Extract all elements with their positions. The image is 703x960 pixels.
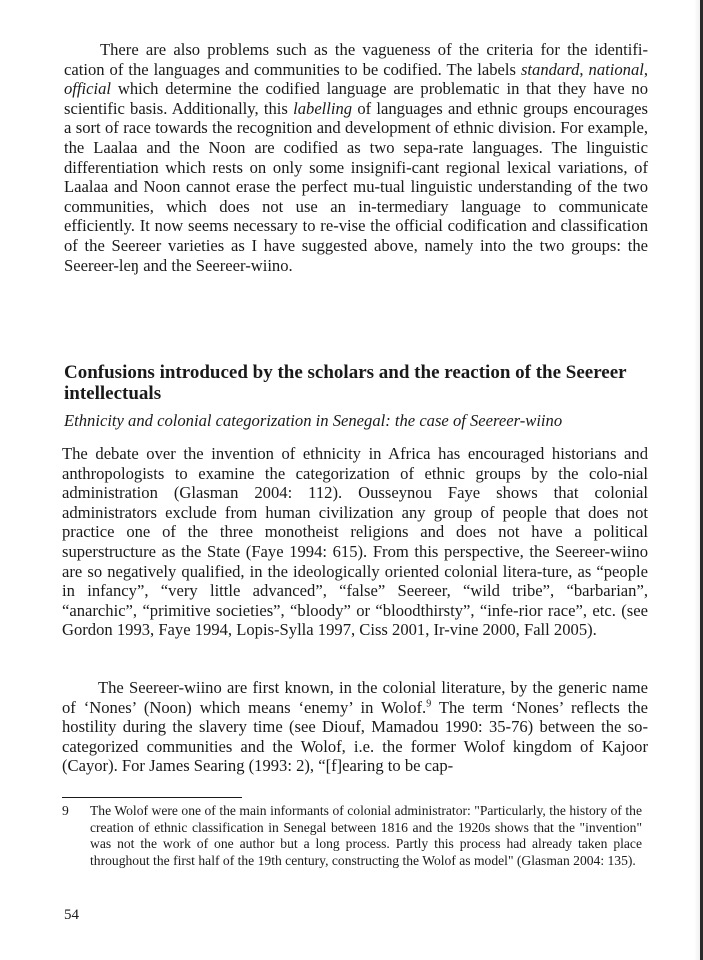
footnote-number: 9 bbox=[62, 803, 69, 818]
italic-term-labelling: labelling bbox=[293, 98, 353, 118]
footnote bbox=[62, 803, 642, 869]
section-heading: Confusions introduced by the scholars and the reaction of the Seereer intellectuals bbox=[64, 362, 627, 404]
text-segment: The Seereer-wiino are first known, in the colonial literature, by the generic name of ‘Nones’ (Noon) which means ‘enemy’ in Wolof. bbox=[62, 678, 648, 717]
italic-term-standard: standard bbox=[520, 59, 580, 79]
footnote-divider bbox=[62, 797, 242, 798]
text-segment: of languages and ethnic groups encourages a sort of race towards the recognition and development of ethnic division. For example, the Laalaa and the Noon are codified as two sepa-rate languages. The linguistic differentiation which rests on only some insignifi-cant regional lexical variations, of Laalaa and Noon cannot erase the perfect mu-tual linguistic understanding of the two communities, which does not use an in-termediary language to communicate efficiently. It now seems necessary to re-vise the official codification and classification of the Seereer varieties as I have suggested above, namely into the two groups: the Seereer-leŋ and the Seereer-wiino. bbox=[64, 98, 648, 275]
text-segment: The term ‘Nones’ reflects the hostility during the slavery time (see Diouf, Mamadou 1990: 35-76) between the so-categorized communities and the Wolof, i.e. the former Wolof kingdom of Kajoor (Cayor). For James Searing (1993: 2), “[f]earing to be cap- bbox=[62, 697, 649, 776]
footnote-text: The Wolof were one of the main informants of colonial administrator: "Particularly, the history of the creation of ethnic classification in Senegal between 1816 and the 1920s shows that the "invention" was not the work of one author but a long process. Partly this process had already taken place throughout the first half of the 19th century, constructing the Wolof as model" (Glasman 2004: 135). bbox=[90, 803, 642, 868]
italic-term-national: national bbox=[588, 59, 644, 79]
text-segment: which determine the codified language are problematic in that they have no scientific basis. Additionally, this bbox=[64, 79, 648, 118]
paragraph-1 bbox=[64, 40, 648, 275]
page-number: 54 bbox=[64, 907, 79, 923]
text-segment: , bbox=[579, 59, 589, 79]
italic-term-official: official bbox=[64, 79, 112, 99]
paragraph-3 bbox=[62, 678, 648, 776]
text-segment: , bbox=[643, 59, 649, 79]
paragraph-2: The debate over the invention of ethnicity in Africa has encouraged historians and anthropologists to examine the categorization of ethnic groups by the colo-nial administration (Glasman 2004: 112). Ousseynou Faye shows that colonial administrators exclude from human civilization any group of people that does not practice one of the three monotheist religions and does not have a political superstructure as the State (Faye 1994: 615). From this perspective, the Seereer-wiino are so negatively qualified, in the ideologically oriented colonial litera-ture, as “people in infancy”, “very little advanced”, “false” Seereer, “wild tribe”, “barbarian”, “anarchic”, “primitive societies”, “bloody” or “bloodthirsty”, “infe-rior race”, etc. (see Gordon 1993, Faye 1994, Lopis-Sylla 1997, Ciss 2001, Ir-vine 2000, Fall 2005). bbox=[62, 444, 648, 640]
footnote-reference[interactable]: 9 bbox=[426, 698, 432, 710]
text-segment: There are also problems such as the vagueness of the criteria for the identifi-cation of the languages and communities to be codified. The labels bbox=[64, 40, 648, 79]
subsection-heading: Ethnicity and colonial categorization in Senegal: the case of Seereer-wiino bbox=[64, 411, 563, 430]
